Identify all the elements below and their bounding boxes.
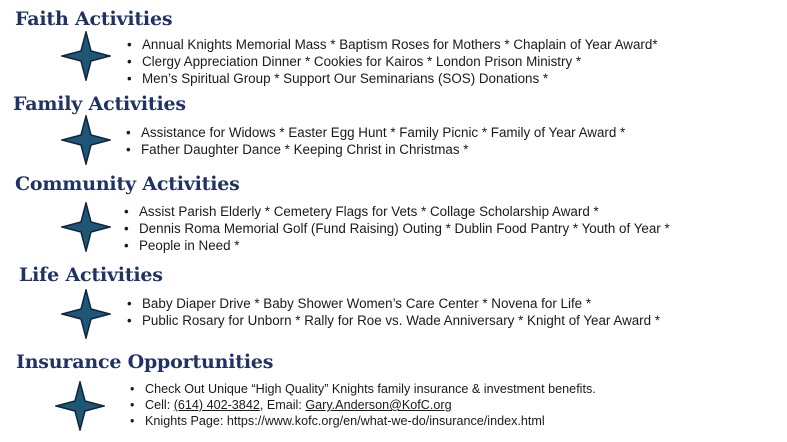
family-activities-list [126,124,625,158]
faith-activities-heading: Faith Activities [15,8,173,30]
list-item: • Annual Knights Memorial Mass * Baptism Roses for Mothers * Chaplain of Year Award* [127,36,658,53]
list-item: • People in Need * [124,237,670,254]
four-point-star-icon [61,202,111,252]
list-item: • Baby Diaper Drive * Baby Shower Women’s Care Center * Novena for Life * [127,295,660,312]
cell-label: Cell: [145,398,174,412]
list-item: • Public Rosary for Unborn * Rally for Roe vs. Wade Anniversary * Knight of Year Award * [127,312,660,329]
email-label: , Email: [259,398,306,412]
list-item: • Assist Parish Elderly * Cemetery Flags for Vets * Collage Scholarship Award * [124,203,670,220]
four-point-star-icon [61,115,111,165]
list-item-contact [130,397,596,413]
list-item: • Dennis Roma Memorial Golf (Fund Raising) Outing * Dublin Food Pantry * Youth of Year * [124,220,670,237]
life-activities-list [127,295,660,329]
list-item: • Men’s Spiritual Group * Support Our Seminarians (SOS) Donations * [127,70,658,87]
community-activities-heading: Community Activities [15,173,240,195]
four-point-star-icon [61,289,111,339]
family-activities-heading: Family Activities [13,93,186,115]
life-activities-heading: Life Activities [19,264,163,286]
list-item: • Assistance for Widows * Easter Egg Hunt * Family Picnic * Family of Year Award * [126,124,625,141]
list-item: • Knights Page: https://www.kofc.org/en/what-we-do/insurance/index.html [130,413,596,429]
insurance-opportunities-heading: Insurance Opportunities [16,351,274,373]
list-item: • Father Daughter Dance * Keeping Christ in Christmas * [126,141,625,158]
four-point-star-icon [55,381,105,431]
cell-phone-link[interactable]: (614) 402-3842 [173,398,260,412]
faith-activities-list [127,36,658,87]
community-activities-list [124,203,670,254]
insurance-opportunities-list [130,381,596,429]
list-item: • Clergy Appreciation Dinner * Cookies for Kairos * London Prison Ministry * [127,53,658,70]
four-point-star-icon [61,31,111,81]
list-item: • Check Out Unique “High Quality” Knights family insurance & investment benefits. [130,381,596,397]
email-link[interactable]: Gary.Anderson@KofC.org [305,398,452,412]
